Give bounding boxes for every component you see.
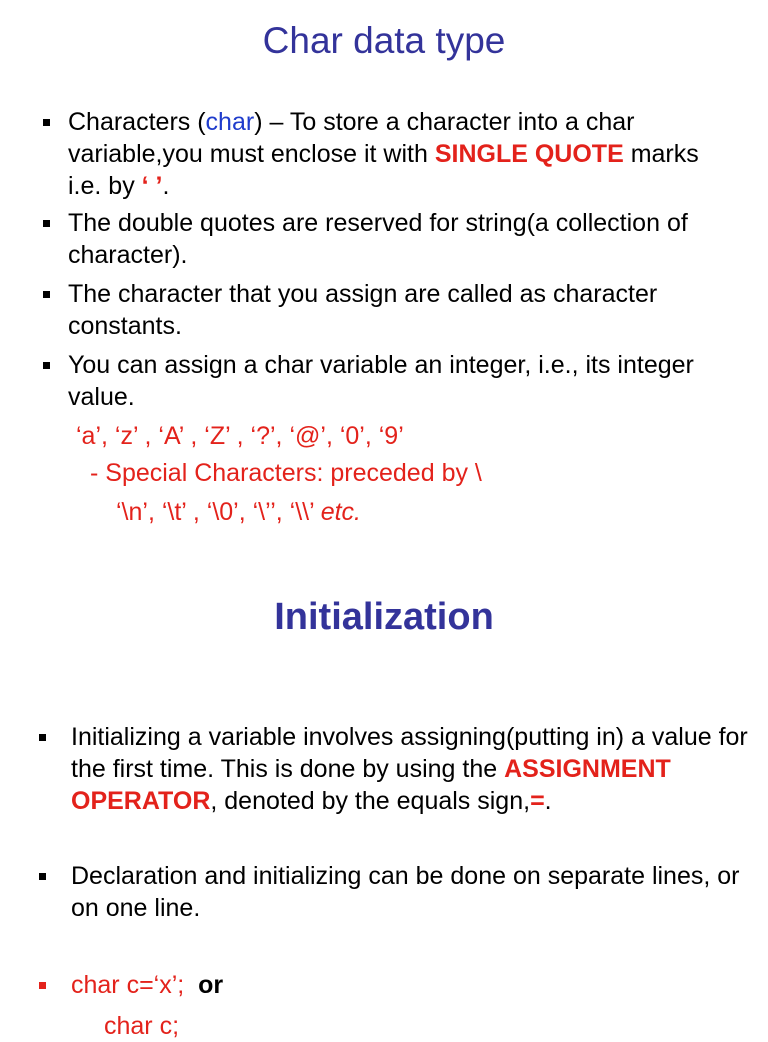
code-char-c: char c; (104, 1012, 180, 1040)
bullet-code-example (71, 969, 751, 1001)
equals-sign: = (530, 787, 545, 815)
bullet-double-quotes: The double quotes are reserved for string(a collection of character). (68, 207, 718, 271)
emphasis-assignment-operator: ASSIGNMENT OPERATOR (71, 755, 671, 815)
bullet-declaration: Declaration and initializing can be done on separate lines, or on one line. (71, 860, 751, 924)
quote-marks: ‘ ’ (141, 172, 163, 200)
special-characters-heading: - Special Characters: preceded by \ (90, 459, 482, 487)
keyword-char: char (205, 108, 255, 136)
bullet-character-constants: The character that you assign are called as character constants. (68, 278, 718, 342)
code-char-c-x: char c=‘x’; (71, 971, 185, 999)
bullet-integer-value: You can assign a char variable an integer, i.e., its integer value. (68, 349, 718, 413)
slide-title-initialization: Initialization (274, 596, 494, 638)
or-label: or (198, 971, 224, 999)
special-characters-list: ‘\n’, ‘\t’ , ‘\0’, ‘\’’, ‘\\’ etc. (116, 498, 361, 526)
bullet-initializing: Initializing a variable involves assigning(putting in) a value for the first time. This is done by using the ASSIGNMENT OPERATOR, denoted by the equals sign,=. (71, 721, 751, 817)
char-examples: ‘a’, ‘z’ , ‘A’ , ‘Z’ , ‘?’, ‘@’, ‘0’, ‘9’ (76, 422, 404, 450)
slide-title: Char data type (262, 20, 506, 61)
bullet-characters: Characters (char) – To store a character into a char variable,you must enclose it with SINGLE QUOTE marks i.e. by ‘ ’. (68, 106, 718, 202)
emphasis-single-quote: SINGLE QUOTE (434, 140, 624, 168)
